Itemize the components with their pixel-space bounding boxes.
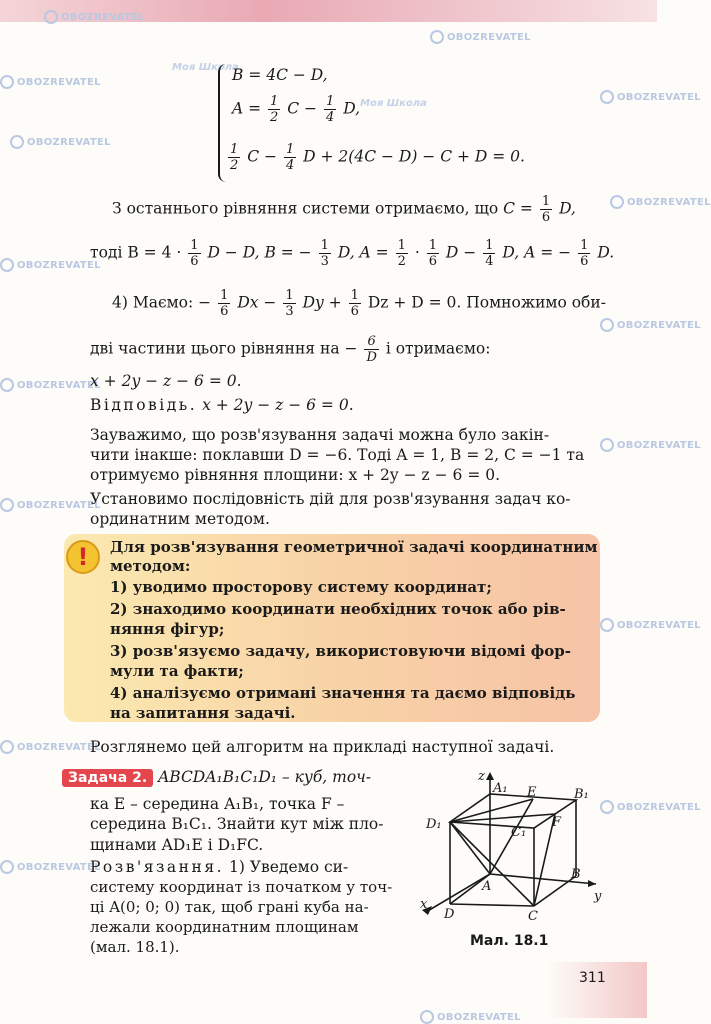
callout-line: на запитання задачі. [110,704,296,722]
solution-line2: систему координат із початком у точ- [90,878,393,896]
callout-line: няння фігур; [110,620,225,638]
watermark-logo-icon [0,740,14,754]
watermark-logo-icon [0,378,14,392]
label-D: D [444,907,455,922]
para4-line2: ординатним методом. [90,510,270,528]
solution-line3: ці A(0; 0; 0) так, щоб грані куба на- [90,898,369,916]
watermark-logo-icon [600,318,614,332]
watermark-school: Моя Школа [172,62,239,73]
label-B1: B₁ [574,787,589,802]
watermark-logo-icon [0,258,14,272]
watermark-logo-icon [420,1010,434,1024]
label-A1: A₁ [493,781,508,796]
watermark-logo-icon [0,75,14,89]
watermark: OBOZREVATEL [610,195,711,209]
para2-line2: дві частини цього рівняння на − $\frac{6}{D}$ і отримаємо: [90,334,491,365]
edge-DC [450,904,534,906]
page-number-box [547,962,647,1018]
callout-line: 2) знаходимо координати необхідних точок або рів- [110,600,566,618]
callout-line: мули та факти; [110,662,244,680]
x-axis [426,874,490,912]
z-axis-arrow [486,772,494,780]
watermark-logo-icon [430,30,444,44]
label-x: x [420,897,428,912]
system-eq3: $\frac{1}{2}$ C − $\frac{1}{4}$ D + 2(4C − D) − C + D = 0. [230,142,525,173]
callout-line: Для розв'язування геометричної задачі координатним [110,538,598,556]
para2-equation: x + 2y − z − 6 = 0. [90,372,242,390]
watermark-logo-icon [10,135,24,149]
label-D1: D₁ [426,817,442,832]
watermark: OBOZREVATEL [0,498,101,512]
watermark: OBOZREVATEL [10,135,111,149]
watermark: OBOZREVATEL [44,10,145,24]
answer: Відповідь. x + 2y − z − 6 = 0. [90,396,354,414]
label-y: y [594,889,602,904]
watermark: OBOZREVATEL [0,378,101,392]
para4-line1: Установимо послідовність дій для розв'язування задач ко- [90,490,571,508]
watermark: OBOZREVATEL [430,30,531,44]
para1-line2: тоді B = 4 · $\frac{1}{6}$ D − D, B = − $\frac{1}{3}$ D, A = $\frac{1}{2}$ · $\frac{1}{6}$ D − $\frac{1}{4}$ D, A = − $\frac{1}{6}$ D. [90,238,615,269]
line-D1A [450,822,490,874]
exclamation-icon: ! [66,540,100,574]
watermark: OBOZREVATEL [0,860,101,874]
watermark: OBOZREVATEL [600,618,701,632]
system-eq1: B = 4C − D, [232,66,328,84]
task-label: Задача 2. [62,769,153,787]
watermark: OBOZREVATEL [0,740,101,754]
cube-figure [418,766,618,926]
para3-line1: Зауважимо, що розв'язування задачі можна було закін- [90,426,550,444]
page-number: 311 [579,970,606,986]
watermark: OBOZREVATEL [600,318,701,332]
label-C1: C₁ [511,825,527,840]
task-line1: Задача 2. ABCDA₁B₁C₁D₁ – куб, точ- [62,768,371,787]
watermark-logo-icon [610,195,624,209]
watermark-school: Моя Школа [360,98,427,109]
watermark-logo-icon [0,498,14,512]
solution-line1: Розв'язання. 1) Уведемо си- [90,858,349,876]
para1-line1: З останнього рівняння системи отримаємо, що C = $\frac{1}{6}$ D, [112,194,576,225]
watermark: OBOZREVATEL [420,1010,521,1024]
task-line4: щинами AD₁E і D₁FC. [90,836,264,854]
watermark: OBOZREVATEL [600,90,701,104]
watermark: OBOZREVATEL [0,258,101,272]
watermark-logo-icon [600,618,614,632]
watermark: OBOZREVATEL [600,800,701,814]
figure-caption: Мал. 18.1 [470,933,549,949]
callout-line: 1) уводимо просторову систему координат; [110,578,492,596]
solution-line4: лежали координатним площинам [90,918,359,936]
callout-line: 3) розв'язуємо задачу, використовуючи відомі фор- [110,642,572,660]
watermark: OBOZREVATEL [600,438,701,452]
label-F: F [552,815,562,830]
task-line3: середина B₁C₁. Знайти кут між пло- [90,815,384,833]
watermark: OBOZREVATEL [0,75,101,89]
label-A: A [482,879,492,894]
y-axis-arrow [588,880,596,887]
para5: Розглянемо цей алгоритм на прикладі наступної задачі. [90,738,555,756]
para2-line1: 4) Маємо: − $\frac{1}{6}$ Dx − $\frac{1}{3}$ Dy + $\frac{1}{6}$ Dz + D = 0. Помножимо оби- [112,288,606,319]
label-E: E [527,785,537,800]
solution-line5: (мал. 18.1). [90,938,180,956]
label-C: C [528,909,538,924]
para3-line3: отримуємо рівняння площини: x + 2y − z − 6 = 0. [90,466,501,484]
watermark-logo-icon [600,90,614,104]
callout-line: 4) аналізуємо отримані значення та даємо відповідь [110,684,576,702]
system-eq2: A = $\frac{1}{2}$ C − $\frac{1}{4}$ D, [232,94,361,125]
task-line2: ка E – середина A₁B₁, точка F – [90,795,345,813]
para3-line2: чити інакше: поклавши D = −6. Тоді A = 1, B = 2, C = −1 та [90,446,585,464]
watermark-logo-icon [0,860,14,874]
watermark-logo-icon [600,438,614,452]
callout-line: методом: [110,557,191,575]
label-z: z [478,769,485,784]
watermark-logo-icon [44,10,58,24]
label-B: B [571,867,581,882]
